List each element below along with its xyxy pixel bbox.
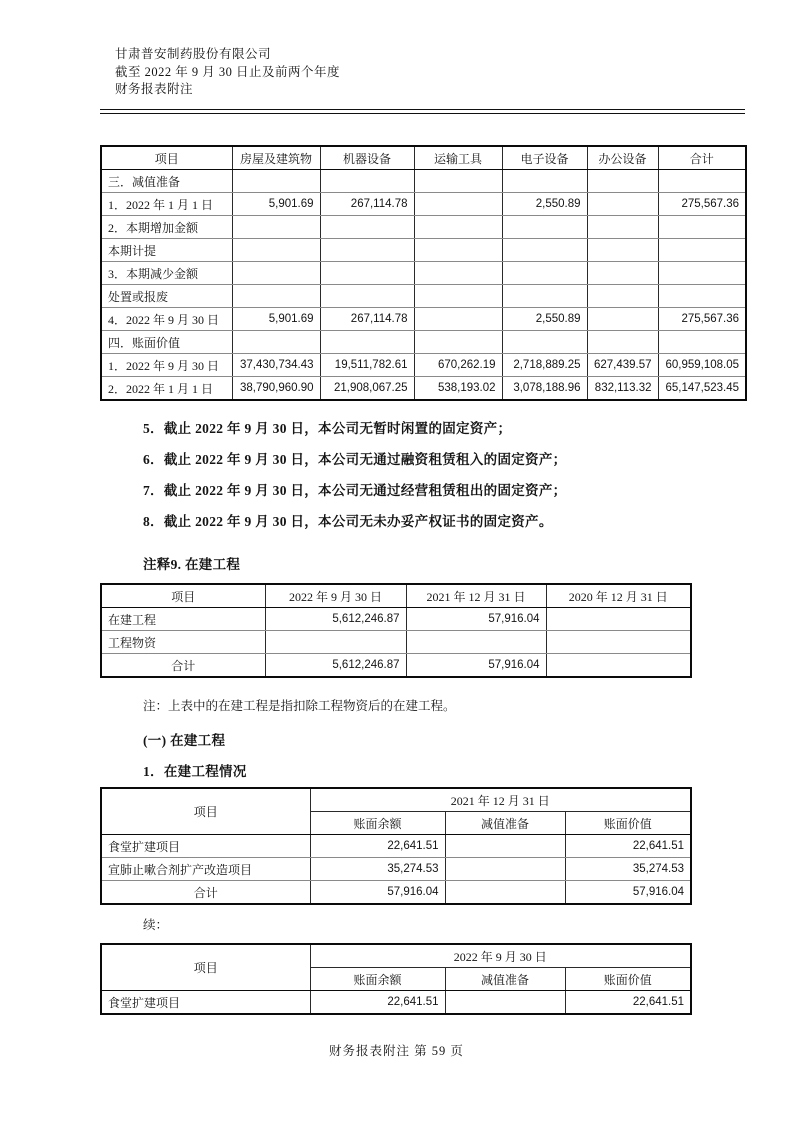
col-header: 账面价值 — [565, 812, 691, 835]
amount-cell: 35,274.53 — [565, 858, 691, 881]
row-label: 工程物资 — [101, 631, 265, 654]
amount-cell: 35,274.53 — [310, 858, 445, 881]
row-label: 三．减值准备 — [101, 170, 232, 193]
doc-title: 财务报表附注 — [115, 82, 194, 96]
col-header: 项目 — [101, 584, 265, 608]
col-header: 2021 年 12 月 31 日 — [406, 584, 546, 608]
amount-cell — [414, 331, 502, 354]
amount-cell: 57,916.04 — [406, 654, 546, 678]
amount-cell — [320, 285, 414, 308]
amount-cell — [320, 331, 414, 354]
subsection-title-b: 1．在建工程情况 — [143, 764, 247, 779]
section-title-note9: 注释9. 在建工程 — [143, 557, 241, 572]
col-header: 项目 — [101, 146, 232, 170]
row-label: 处置或报废 — [101, 285, 232, 308]
col-header-item: 项目 — [101, 944, 310, 991]
table-row — [101, 631, 691, 654]
amount-cell — [414, 285, 502, 308]
note-item-5: 5．截止 2022 年 9 月 30 日，本公司无暂时闲置的固定资产； — [143, 421, 512, 436]
amount-cell — [502, 216, 587, 239]
note-item-8: 8．截止 2022 年 9 月 30 日，本公司无未办妥产权证书的固定资产。 — [143, 514, 553, 529]
amount-cell — [232, 262, 320, 285]
page-header — [115, 46, 340, 99]
row-label: 食堂扩建项目 — [101, 835, 310, 858]
amount-cell: 57,916.04 — [565, 881, 691, 905]
table-row — [101, 354, 746, 377]
row-label: 合计 — [101, 654, 265, 678]
row-label: 食堂扩建项目 — [101, 991, 310, 1015]
amount-cell: 57,916.04 — [406, 608, 546, 631]
amount-cell — [658, 239, 746, 262]
note-item-7: 7．截止 2022 年 9 月 30 日，本公司无通过经营租赁租出的固定资产； — [143, 483, 567, 498]
amount-cell — [546, 608, 691, 631]
amount-cell — [546, 654, 691, 678]
col-header: 减值准备 — [445, 812, 565, 835]
amount-cell: 38,790,960.90 — [232, 377, 320, 401]
amount-cell — [502, 331, 587, 354]
amount-cell — [658, 170, 746, 193]
row-label: 1．2022 年 9 月 30 日 — [101, 354, 232, 377]
amount-cell: 275,567.36 — [658, 193, 746, 216]
amount-cell — [406, 631, 546, 654]
table-row — [101, 285, 746, 308]
amount-cell — [320, 216, 414, 239]
table-row — [101, 216, 746, 239]
table-row — [101, 835, 691, 858]
amount-cell: 5,901.69 — [232, 193, 320, 216]
table-row — [101, 170, 746, 193]
amount-cell: 627,439.57 — [587, 354, 658, 377]
amount-cell: 670,262.19 — [414, 354, 502, 377]
amount-cell — [658, 285, 746, 308]
table-note: 注：上表中的在建工程是指扣除工程物资后的在建工程。 — [143, 699, 456, 713]
amount-cell — [445, 835, 565, 858]
table-header-row — [101, 146, 746, 170]
col-header: 账面余额 — [310, 968, 445, 991]
amount-cell — [232, 331, 320, 354]
amount-cell — [587, 239, 658, 262]
note-item-6: 6．截止 2022 年 9 月 30 日，本公司无通过融资租赁租入的固定资产； — [143, 452, 567, 467]
amount-cell: 5,612,246.87 — [265, 608, 406, 631]
amount-cell: 3,078,188.96 — [502, 377, 587, 401]
amount-cell — [414, 193, 502, 216]
amount-cell — [587, 285, 658, 308]
row-label: 四．账面价值 — [101, 331, 232, 354]
amount-cell: 267,114.78 — [320, 308, 414, 331]
continuation-label: 续： — [143, 918, 169, 932]
amount-cell — [265, 631, 406, 654]
table-row — [101, 377, 746, 401]
table-row — [101, 331, 746, 354]
amount-cell — [445, 858, 565, 881]
row-label: 合计 — [101, 881, 310, 905]
col-header: 房屋及建筑物 — [232, 146, 320, 170]
subsection-title-a: (一) 在建工程 — [143, 733, 226, 748]
amount-cell — [414, 216, 502, 239]
amount-cell: 2,550.89 — [502, 193, 587, 216]
table-header-row — [101, 788, 691, 812]
col-header: 账面余额 — [310, 812, 445, 835]
amount-cell — [414, 170, 502, 193]
cip-detail-table-2022 — [100, 943, 692, 1015]
amount-cell — [414, 239, 502, 262]
table-row — [101, 608, 691, 631]
row-label: 4．2022 年 9 月 30 日 — [101, 308, 232, 331]
amount-cell — [587, 308, 658, 331]
col-header: 运输工具 — [414, 146, 502, 170]
cip-detail-table-2021 — [100, 787, 692, 905]
col-header: 2020 年 12 月 31 日 — [546, 584, 691, 608]
table-header-row — [101, 944, 691, 968]
amount-cell — [320, 262, 414, 285]
amount-cell — [320, 170, 414, 193]
row-label: 2．本期增加金额 — [101, 216, 232, 239]
company-name: 甘肃普安制药股份有限公司 — [115, 47, 272, 61]
amount-cell — [658, 331, 746, 354]
amount-cell — [587, 216, 658, 239]
amount-cell — [232, 216, 320, 239]
amount-cell: 22,641.51 — [565, 835, 691, 858]
amount-cell: 2,718,889.25 — [502, 354, 587, 377]
table-row — [101, 193, 746, 216]
amount-cell — [587, 193, 658, 216]
amount-cell — [414, 308, 502, 331]
amount-cell — [546, 631, 691, 654]
row-label: 2．2022 年 1 月 1 日 — [101, 377, 232, 401]
col-header: 电子设备 — [502, 146, 587, 170]
amount-cell: 5,612,246.87 — [265, 654, 406, 678]
amount-cell: 832,113.32 — [587, 377, 658, 401]
amount-cell — [658, 216, 746, 239]
amount-cell: 19,511,782.61 — [320, 354, 414, 377]
cip-summary-table — [100, 583, 692, 678]
amount-cell — [502, 239, 587, 262]
table-row — [101, 239, 746, 262]
table-row — [101, 991, 691, 1015]
amount-cell — [587, 170, 658, 193]
row-label: 在建工程 — [101, 608, 265, 631]
col-header-date-group: 2022 年 9 月 30 日 — [310, 944, 691, 968]
amount-cell — [658, 262, 746, 285]
table-row — [101, 858, 691, 881]
col-header: 办公设备 — [587, 146, 658, 170]
row-label: 3．本期减少金额 — [101, 262, 232, 285]
col-header: 账面价值 — [565, 968, 691, 991]
amount-cell — [445, 881, 565, 905]
table-header-row — [101, 584, 691, 608]
amount-cell — [502, 170, 587, 193]
amount-cell: 267,114.78 — [320, 193, 414, 216]
col-header: 减值准备 — [445, 968, 565, 991]
col-header: 合计 — [658, 146, 746, 170]
amount-cell: 22,641.51 — [310, 991, 445, 1015]
report-period: 截至 2022 年 9 月 30 日止及前两个年度 — [115, 64, 341, 79]
amount-cell: 275,567.36 — [658, 308, 746, 331]
amount-cell — [587, 262, 658, 285]
amount-cell: 5,901.69 — [232, 308, 320, 331]
amount-cell — [587, 331, 658, 354]
table-row-total — [101, 654, 691, 678]
amount-cell — [232, 170, 320, 193]
row-label: 本期计提 — [101, 239, 232, 262]
col-header-item: 项目 — [101, 788, 310, 835]
amount-cell — [414, 262, 502, 285]
amount-cell: 21,908,067.25 — [320, 377, 414, 401]
amount-cell: 538,193.02 — [414, 377, 502, 401]
row-label: 宣肺止嗽合剂扩产改造项目 — [101, 858, 310, 881]
table-row — [101, 308, 746, 331]
amount-cell: 22,641.51 — [310, 835, 445, 858]
amount-cell — [502, 285, 587, 308]
amount-cell: 37,430,734.43 — [232, 354, 320, 377]
amount-cell — [320, 239, 414, 262]
amount-cell: 22,641.51 — [565, 991, 691, 1015]
amount-cell — [502, 262, 587, 285]
row-label: 1．2022 年 1 月 1 日 — [101, 193, 232, 216]
amount-cell: 2,550.89 — [502, 308, 587, 331]
col-header: 2022 年 9 月 30 日 — [265, 584, 406, 608]
amount-cell: 65,147,523.45 — [658, 377, 746, 401]
fixed-assets-table — [100, 145, 747, 401]
col-header-date-group: 2021 年 12 月 31 日 — [310, 788, 691, 812]
page-footer: 财务报表附注 第 59 页 — [329, 1044, 464, 1058]
table-row — [101, 262, 746, 285]
amount-cell: 60,959,108.05 — [658, 354, 746, 377]
amount-cell — [232, 239, 320, 262]
col-header: 机器设备 — [320, 146, 414, 170]
amount-cell — [232, 285, 320, 308]
amount-cell: 57,916.04 — [310, 881, 445, 905]
table-row-total — [101, 881, 691, 905]
header-rule — [100, 109, 745, 114]
amount-cell — [445, 991, 565, 1015]
